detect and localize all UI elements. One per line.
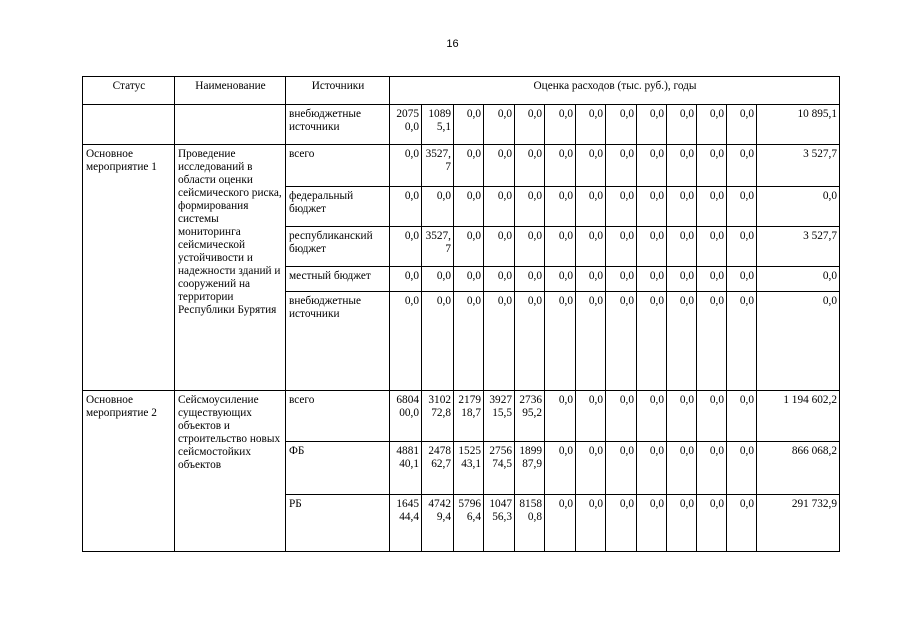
- value-cell: 0,0: [515, 187, 545, 227]
- value-cell: 0,0: [390, 145, 422, 187]
- value-cell: 0,0: [727, 391, 757, 442]
- value-cell: 0,0: [576, 105, 606, 145]
- value-cell: 0,0: [390, 227, 422, 267]
- value-cell: 0,0: [606, 495, 637, 552]
- value-cell: 0,0: [667, 145, 697, 187]
- status-cell: Основное мероприятие 1: [83, 145, 175, 391]
- value-cell: 0,0: [576, 227, 606, 267]
- source-cell: федеральный бюджет: [286, 187, 390, 227]
- value-cell: 0,0: [667, 292, 697, 391]
- budget-table: [82, 76, 840, 552]
- total-cell: 0,0: [757, 292, 840, 391]
- value-cell: 0,0: [606, 292, 637, 391]
- value-cell: 152543,1: [454, 442, 484, 495]
- header-sources: Источники: [286, 77, 390, 105]
- value-cell: 0,0: [637, 105, 667, 145]
- value-cell: 0,0: [515, 267, 545, 292]
- value-cell: 0,0: [637, 187, 667, 227]
- value-cell: 392715,5: [484, 391, 515, 442]
- value-cell: 0,0: [637, 292, 667, 391]
- total-cell: 1 194 602,2: [757, 391, 840, 442]
- value-cell: 0,0: [727, 227, 757, 267]
- source-cell: ФБ: [286, 442, 390, 495]
- name-cell: [175, 105, 286, 145]
- value-cell: 0,0: [637, 267, 667, 292]
- total-cell: 0,0: [757, 187, 840, 227]
- table-row: [83, 391, 840, 442]
- value-cell: 0,0: [667, 105, 697, 145]
- value-cell: 0,0: [454, 292, 484, 391]
- name-cell: Проведение исследований в области оценки сейсмического риска, формирования системы мониторинга сейсмической устойчивости и надежности зданий и сооружений на территории Республики Бурятия: [175, 145, 286, 391]
- value-cell: 0,0: [390, 267, 422, 292]
- value-cell: 680400,0: [390, 391, 422, 442]
- value-cell: 0,0: [697, 227, 727, 267]
- value-cell: 0,0: [545, 187, 576, 227]
- value-cell: 0,0: [606, 105, 637, 145]
- value-cell: 0,0: [515, 145, 545, 187]
- value-cell: 10895,1: [422, 105, 454, 145]
- value-cell: 0,0: [606, 145, 637, 187]
- value-cell: 0,0: [727, 292, 757, 391]
- value-cell: 0,0: [515, 105, 545, 145]
- value-cell: 0,0: [637, 495, 667, 552]
- total-cell: 866 068,2: [757, 442, 840, 495]
- status-cell: Основное мероприятие 2: [83, 391, 175, 552]
- value-cell: 275674,5: [484, 442, 515, 495]
- source-cell: местный бюджет: [286, 267, 390, 292]
- total-cell: 3 527,7: [757, 145, 840, 187]
- value-cell: 0,0: [697, 442, 727, 495]
- total-cell: 3 527,7: [757, 227, 840, 267]
- value-cell: 104756,3: [484, 495, 515, 552]
- value-cell: 0,0: [545, 227, 576, 267]
- value-cell: 0,0: [545, 495, 576, 552]
- value-cell: 0,0: [697, 187, 727, 227]
- value-cell: 0,0: [545, 267, 576, 292]
- page-number: 16: [446, 38, 459, 50]
- source-cell: РБ: [286, 495, 390, 552]
- value-cell: 0,0: [576, 292, 606, 391]
- value-cell: 0,0: [606, 187, 637, 227]
- value-cell: 0,0: [545, 442, 576, 495]
- header-status: Статус: [83, 77, 175, 105]
- value-cell: 0,0: [727, 145, 757, 187]
- value-cell: 0,0: [576, 442, 606, 495]
- value-cell: 164544,4: [390, 495, 422, 552]
- header-name: Наименование: [175, 77, 286, 105]
- value-cell: 0,0: [484, 145, 515, 187]
- value-cell: 0,0: [697, 145, 727, 187]
- value-cell: 0,0: [454, 145, 484, 187]
- value-cell: 0,0: [484, 267, 515, 292]
- value-cell: 310272,8: [422, 391, 454, 442]
- value-cell: 0,0: [606, 391, 637, 442]
- value-cell: 189987,9: [515, 442, 545, 495]
- value-cell: 0,0: [667, 442, 697, 495]
- value-cell: 0,0: [727, 187, 757, 227]
- source-cell: всего: [286, 145, 390, 187]
- value-cell: 0,0: [697, 267, 727, 292]
- value-cell: 0,0: [454, 267, 484, 292]
- value-cell: 81580,8: [515, 495, 545, 552]
- value-cell: 0,0: [727, 105, 757, 145]
- value-cell: 57966,4: [454, 495, 484, 552]
- value-cell: 0,0: [515, 227, 545, 267]
- source-cell: внебюджетные источники: [286, 105, 390, 145]
- value-cell: 0,0: [515, 292, 545, 391]
- value-cell: 0,0: [667, 227, 697, 267]
- source-cell: внебюджетные источники: [286, 292, 390, 391]
- value-cell: 0,0: [484, 187, 515, 227]
- status-cell: [83, 105, 175, 145]
- header-row: [83, 77, 840, 105]
- value-cell: 0,0: [637, 442, 667, 495]
- table-row: [83, 145, 840, 187]
- value-cell: 0,0: [637, 227, 667, 267]
- value-cell: 3527,7: [422, 227, 454, 267]
- value-cell: 0,0: [727, 495, 757, 552]
- value-cell: 0,0: [727, 442, 757, 495]
- value-cell: 0,0: [545, 145, 576, 187]
- value-cell: 47429,4: [422, 495, 454, 552]
- source-cell: всего: [286, 391, 390, 442]
- name-cell: Сейсмоусиление существующих объектов и строительство новых сейсмостойких объектов: [175, 391, 286, 552]
- value-cell: 0,0: [697, 391, 727, 442]
- total-cell: 291 732,9: [757, 495, 840, 552]
- value-cell: 0,0: [545, 292, 576, 391]
- table-row: [83, 105, 840, 145]
- value-cell: 0,0: [667, 187, 697, 227]
- value-cell: 0,0: [637, 145, 667, 187]
- value-cell: 0,0: [606, 267, 637, 292]
- value-cell: 0,0: [422, 187, 454, 227]
- total-cell: 0,0: [757, 267, 840, 292]
- value-cell: 0,0: [697, 495, 727, 552]
- value-cell: 0,0: [422, 292, 454, 391]
- value-cell: 0,0: [484, 292, 515, 391]
- value-cell: 0,0: [576, 267, 606, 292]
- value-cell: 20750,0: [390, 105, 422, 145]
- value-cell: 0,0: [545, 105, 576, 145]
- value-cell: 0,0: [667, 495, 697, 552]
- value-cell: 273695,2: [515, 391, 545, 442]
- value-cell: 0,0: [576, 145, 606, 187]
- value-cell: 0,0: [545, 391, 576, 442]
- value-cell: 217918,7: [454, 391, 484, 442]
- value-cell: 0,0: [576, 391, 606, 442]
- total-cell: 10 895,1: [757, 105, 840, 145]
- value-cell: 488140,1: [390, 442, 422, 495]
- value-cell: 0,0: [576, 187, 606, 227]
- value-cell: 0,0: [484, 227, 515, 267]
- value-cell: 0,0: [606, 442, 637, 495]
- value-cell: 0,0: [697, 292, 727, 391]
- value-cell: 0,0: [697, 105, 727, 145]
- value-cell: 0,0: [454, 227, 484, 267]
- value-cell: 247862,7: [422, 442, 454, 495]
- value-cell: 0,0: [454, 187, 484, 227]
- value-cell: 0,0: [727, 267, 757, 292]
- value-cell: 0,0: [576, 495, 606, 552]
- value-cell: 0,0: [667, 267, 697, 292]
- value-cell: 0,0: [454, 105, 484, 145]
- value-cell: 0,0: [390, 187, 422, 227]
- value-cell: 0,0: [637, 391, 667, 442]
- value-cell: 0,0: [667, 391, 697, 442]
- value-cell: 0,0: [422, 267, 454, 292]
- value-cell: 3527,7: [422, 145, 454, 187]
- value-cell: 0,0: [390, 292, 422, 391]
- header-cost: Оценка расходов (тыс. руб.), годы: [390, 77, 840, 105]
- value-cell: 0,0: [606, 227, 637, 267]
- source-cell: республиканский бюджет: [286, 227, 390, 267]
- value-cell: 0,0: [484, 105, 515, 145]
